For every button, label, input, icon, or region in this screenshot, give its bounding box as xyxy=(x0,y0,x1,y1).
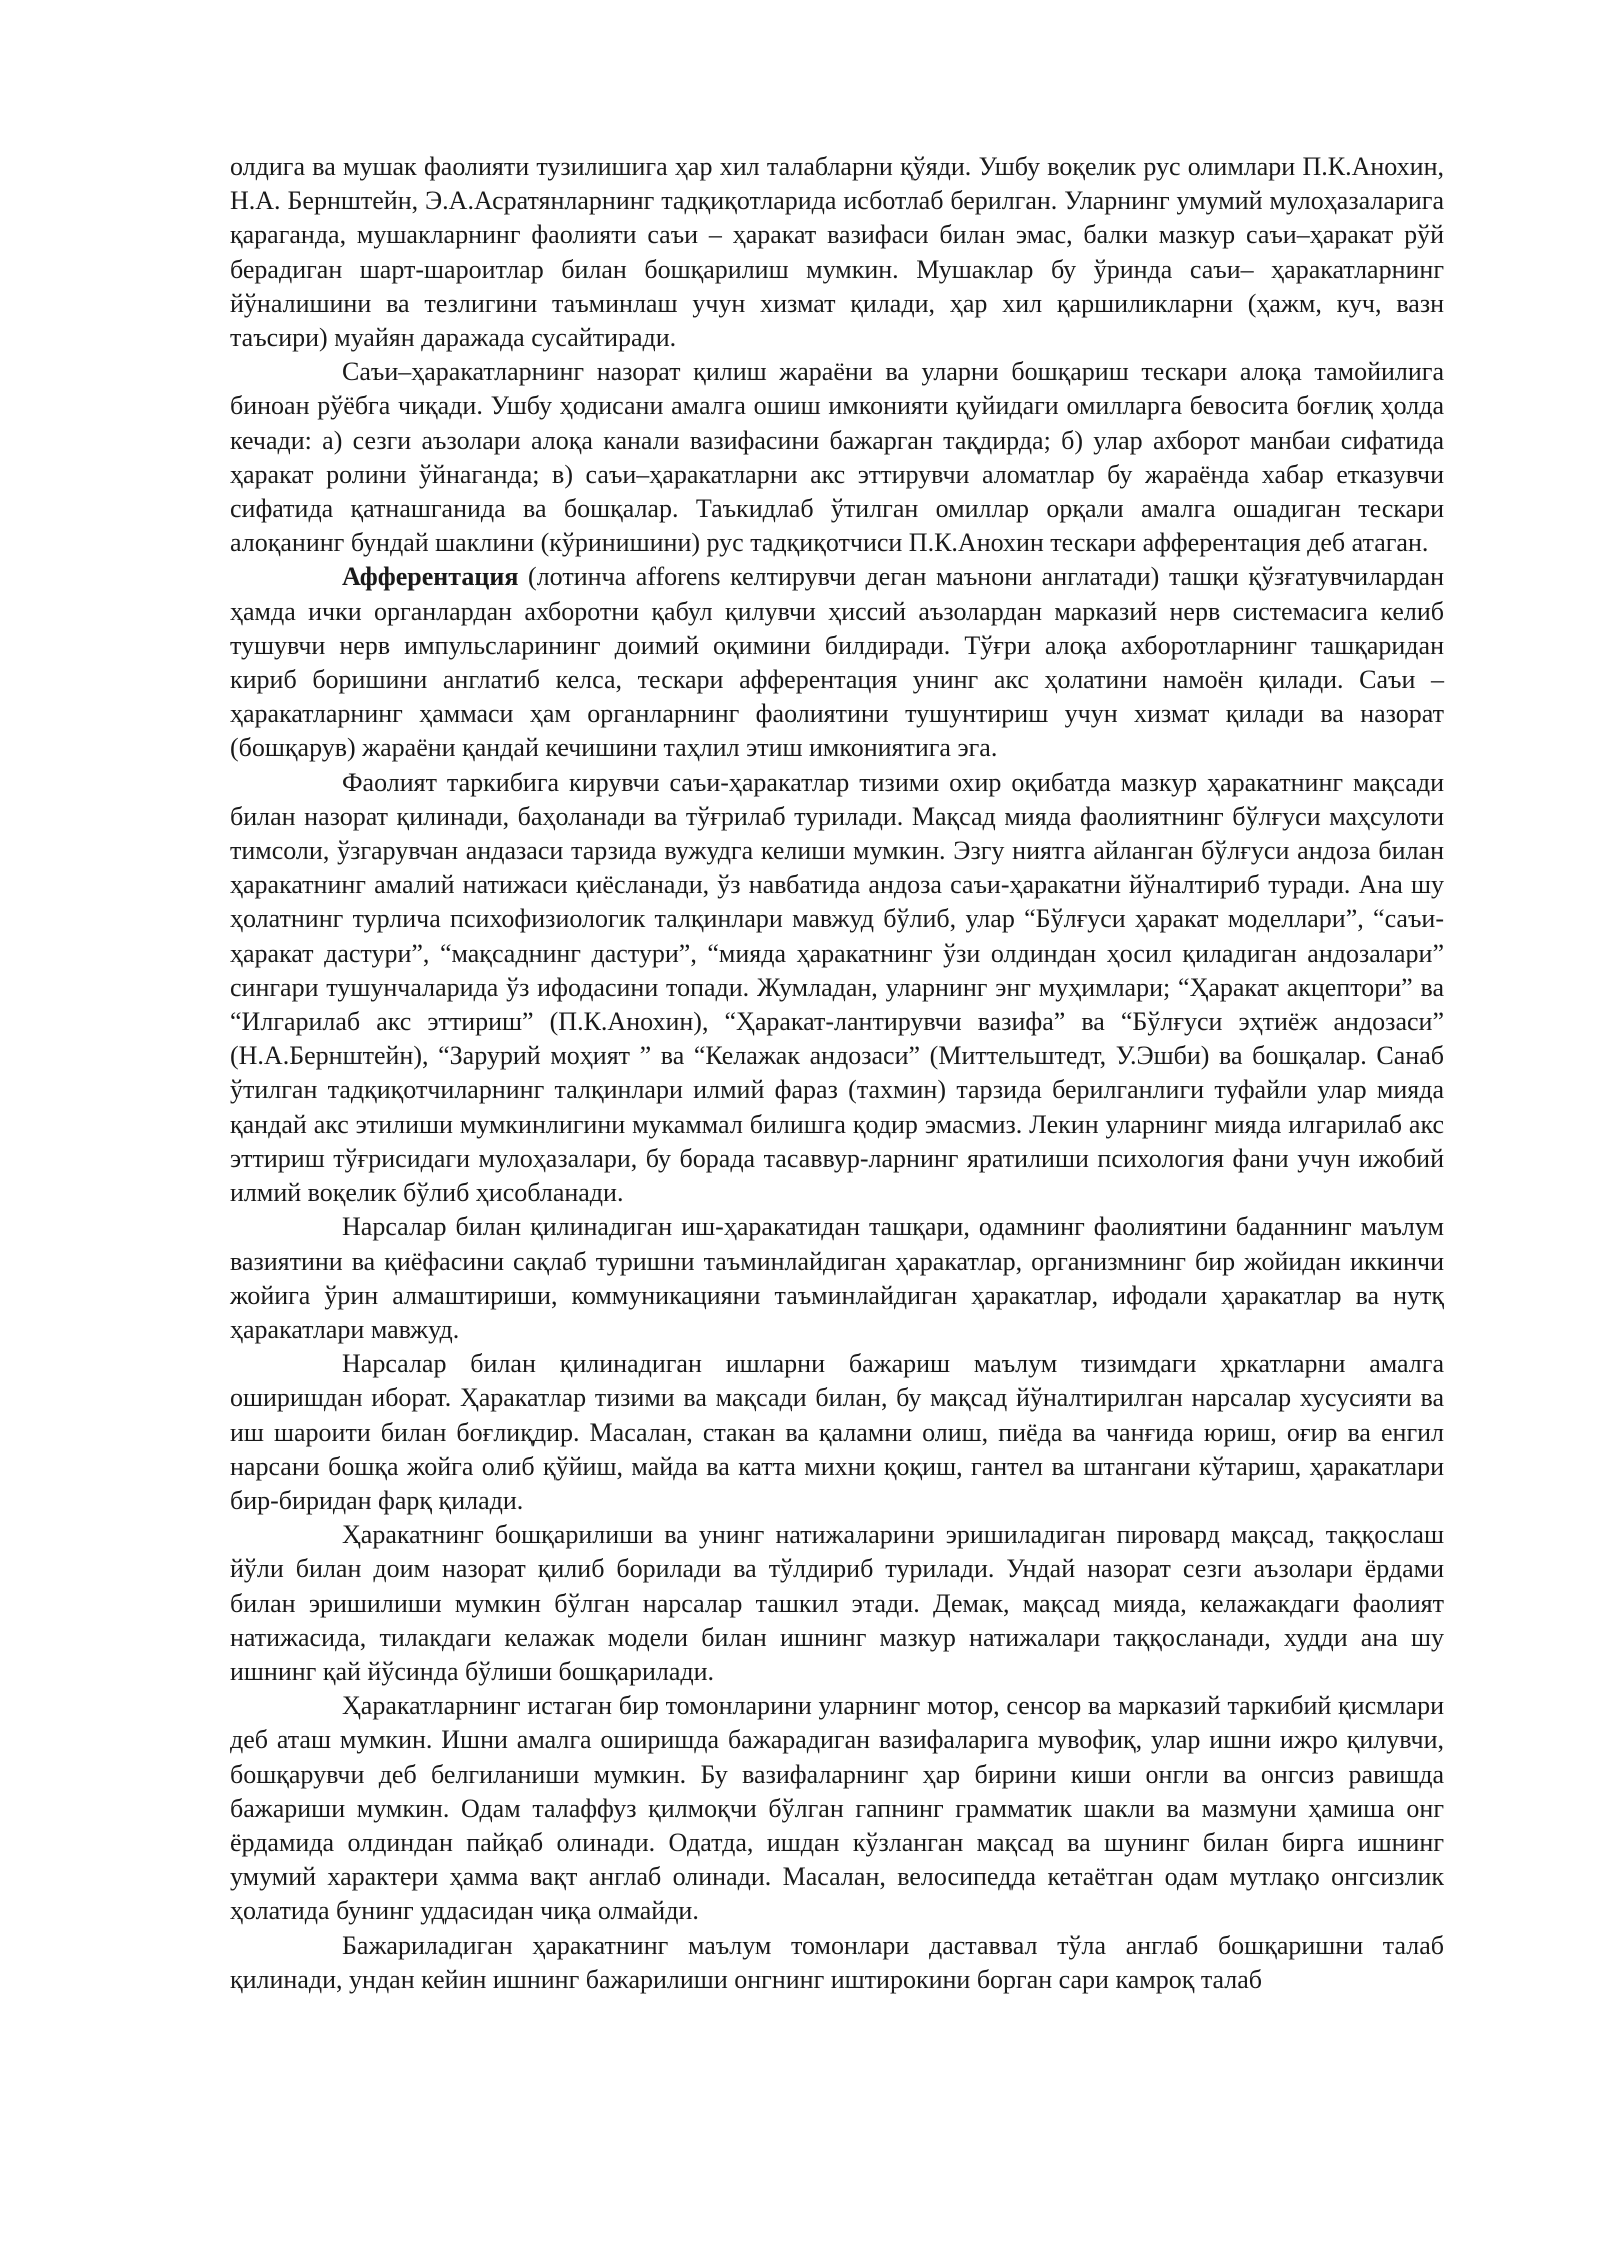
paragraph-7 xyxy=(230,1518,1444,1689)
paragraph-3-text: (лотинча afforens келтирувчи деган маънони англатади) ташқи қўзғатувчилардан ҳамда ички органлардан ахборотни қабул қилувчи ҳиссий аъзолардан марказий нерв системасига келиб тушувчи нерв импульсларининг доимий оқимини билдиради. Тўғри алоқа ахборотларнинг ташқаридан кириб боришини англатиб келса, тескари афферентация унинг акс ҳолатини намоён қилади. Саъи – ҳаракатларнинг ҳаммаси ҳам органларнинг фаолиятини тушунтириш учун хизмат қилади ва назорат (бошқарув) жараёни қандай кечишини таҳлил этиш имкониятига эга. xyxy=(230,562,1444,763)
paragraph-9-text: Бажариладиган ҳаракатнинг маълум томонлари даставвал тўла англаб бошқаришни талаб қилинади, ундан кейин ишнинг бажарилиши онгнинг иштирокини борган сари камроқ талаб xyxy=(230,1930,1444,1994)
paragraph-2 xyxy=(230,355,1444,560)
paragraph-4 xyxy=(230,766,1444,1211)
paragraph-1 xyxy=(230,150,1444,355)
paragraph-3 xyxy=(230,560,1444,765)
afferentation-term: Афферентация xyxy=(342,562,519,592)
paragraph-8 xyxy=(230,1689,1444,1928)
paragraph-6 xyxy=(230,1347,1444,1518)
paragraph-6-text: Нарсалар билан қилинадиган ишларни бажариш маълум тизимдаги ҳркатларни амалга оширишдан иборат. Ҳаракатлар тизими ва мақсади билан, бу мақсад йўналтирилган нарсалар хусусияти ва иш шароити билан боғлиқдир. Масалан, стакан ва қаламни олиш, пиёда ва чанғида юриш, оғир ва енгил нарсани бошқа жойга олиб қўйиш, майда ва катта михни қоқиш, гантел ва штангани кўтариш, ҳаракатлари бир-биридан фарқ қилади. xyxy=(230,1349,1444,1515)
paragraph-5 xyxy=(230,1210,1444,1347)
paragraph-8-text: Ҳаракатларнинг истаган бир томонларини уларнинг мотор, сенсор ва марказий таркибий қисмлари деб аташ мумкин. Ишни амалга оширишда бажарадиган вазифаларига мувофиқ, улар ишни ижро қилувчи, бошқарувчи деб белгиланиши мумкин. Бу вазифаларнинг ҳар бирини киши онгли ва онгсиз равишда бажариши мумкин. Одам талаффуз қилмоқчи бўлган гапнинг грамматик шакли ва мазмуни ҳамиша онг ёрдамида олдиндан пайқаб олинади. Одатда, ишдан кўзланган мақсад ва шунинг билан бирга ишнинг умумий характери ҳамма вақт англаб олинади. Масалан, велосипедда кетаётган одам мутлақо онгсизлик ҳолатида бунинг уддасидан чиқа олмайди. xyxy=(230,1691,1444,1926)
paragraph-7-text: Ҳаракатнинг бошқарилиши ва унинг натижаларини эришиладиган пировард мақсад, таққослаш йўли билан доим назорат қилиб борилади ва тўлдириб турилади. Ундай назорат сезги аъзолари ёрдами билан эришилиши мумкин бўлган нарсалар ташкил этади. Демак, мақсад мияда, келажакдаги фаолият натижасида, тилакдаги келажак модели билан ишнинг мазкур натижалари таққосланади, худди ана шу ишнинг қай йўсинда бўлиши бошқарилади. xyxy=(230,1520,1444,1686)
paragraph-4-text: Фаолият таркибига кирувчи саъи-ҳаракатлар тизими охир оқибатда мазкур ҳаракатнинг мақсади билан назорат қилинади, баҳоланади ва тўғрилаб турилади. Мақсад мияда фаолиятнинг бўлғуси маҳсулоти тимсоли, ўзгарувчан андазаси тарзида вужудга келиши мумкин. Эзгу ниятга айланган бўлғуси андоза билан ҳаракатнинг амалий натижаси қиёсланади, ўз навбатида андоза саъи-ҳаракатни йўналтириб туради. Ана шу ҳолатнинг турлича психофизиологик талқинлари мавжуд бўлиб, улар “Бўлғуси ҳаракат моделлари”, “саъи-ҳаракат дастури”, “мақсаднинг дастури”, “мияда ҳаракатнинг ўзи олдиндан ҳосил қиладиган андозалари” сингари тушунчаларида ўз ифодасини топади. Жумладан, уларнинг энг муҳимлари; “Ҳаракат акцептори” ва “Илгарилаб акс эттириш” (П.К.Анохин), “Ҳаракат-лантирувчи вазифа” ва “Бўлғуси эҳтиёж андозаси” (Н.А.Бернштейн), “Зарурий моҳият ” ва “Келажак андозаси” (Миттельштедт, У.Эшби) ва бошқалар. Санаб ўтилган тадқиқотчиларнинг талқинлари илмий фараз (тахмин) тарзида берилганлиги туфайли улар мияда қандай акс этилиши мумкинлигини мукаммал билишга қодир эмасмиз. Лекин уларнинг мияда илгарилаб акс эттириш тўғрисидаги мулоҳазалари, бу борада тасаввур-ларнинг яратилиши психология фани учун ижобий илмий воқелик бўлиб ҳисобланади. xyxy=(230,767,1444,1208)
document-page xyxy=(230,150,1444,1997)
paragraph-2-text: Саъи–ҳаракатларнинг назорат қилиш жараёни ва уларни бошқариш тескари алоқа тамойилига биноан рўёбга чиқади. Ушбу ҳодисани амалга ошиш имконияти қуйидаги омилларга бевосита боғлиқ ҳолда кечади: а) сезги аъзолари алоқа канали вазифасини бажарган тақдирда; б) улар ахборот манбаи сифатида ҳаракат ролини ўйнаганда; в) саъи–ҳаракатларни акс эттирувчи аломатлар бу жараёнда хабар етказувчи сифатида қатнашганида ва бошқалар. Таъкидлаб ўтилган омиллар орқали амалга ошадиган тескари алоқанинг бундай шаклини (кўринишини) рус тадқиқотчиси П.К.Анохин тескари афферентация деб атаган. xyxy=(230,357,1444,558)
paragraph-1-text: олдига ва мушак фаолияти тузилишига ҳар хил талабларни қўяди. Ушбу воқелик рус олимлари П.К.Анохин, Н.А. Бернштейн, Э.А.Асратянларнинг тадқиқотларида исботлаб берилган. Уларнинг умумий мулоҳазаларига қараганда, мушакларнинг фаолияти саъи – ҳаракат вазифаси билан эмас, балки мазкур саъи–ҳаракат рўй берадиган шарт-шароитлар билан бошқарилиш мумкин. Мушаклар бу ўринда саъи– ҳаракатларнинг йўналишини ва тезлигини таъминлаш учун хизмат қилади, ҳар хил қаршиликларни (ҳажм, куч, вазн таъсири) муайян даражада сусайтиради. xyxy=(230,152,1444,353)
paragraph-9 xyxy=(230,1929,1444,1997)
paragraph-5-text: Нарсалар билан қилинадиган иш-ҳаракатидан ташқари, одамнинг фаолиятини баданнинг маълум вазиятини ва қиёфасини сақлаб туришни таъминлайдиган ҳаракатлар, организмнинг бир жойидан иккинчи жойига ўрин алмаштириши, коммуникацияни таъминлайдиган ҳаракатлар, ифодали ҳаракатлар ва нутқ ҳаракатлари мавжуд. xyxy=(230,1212,1444,1344)
